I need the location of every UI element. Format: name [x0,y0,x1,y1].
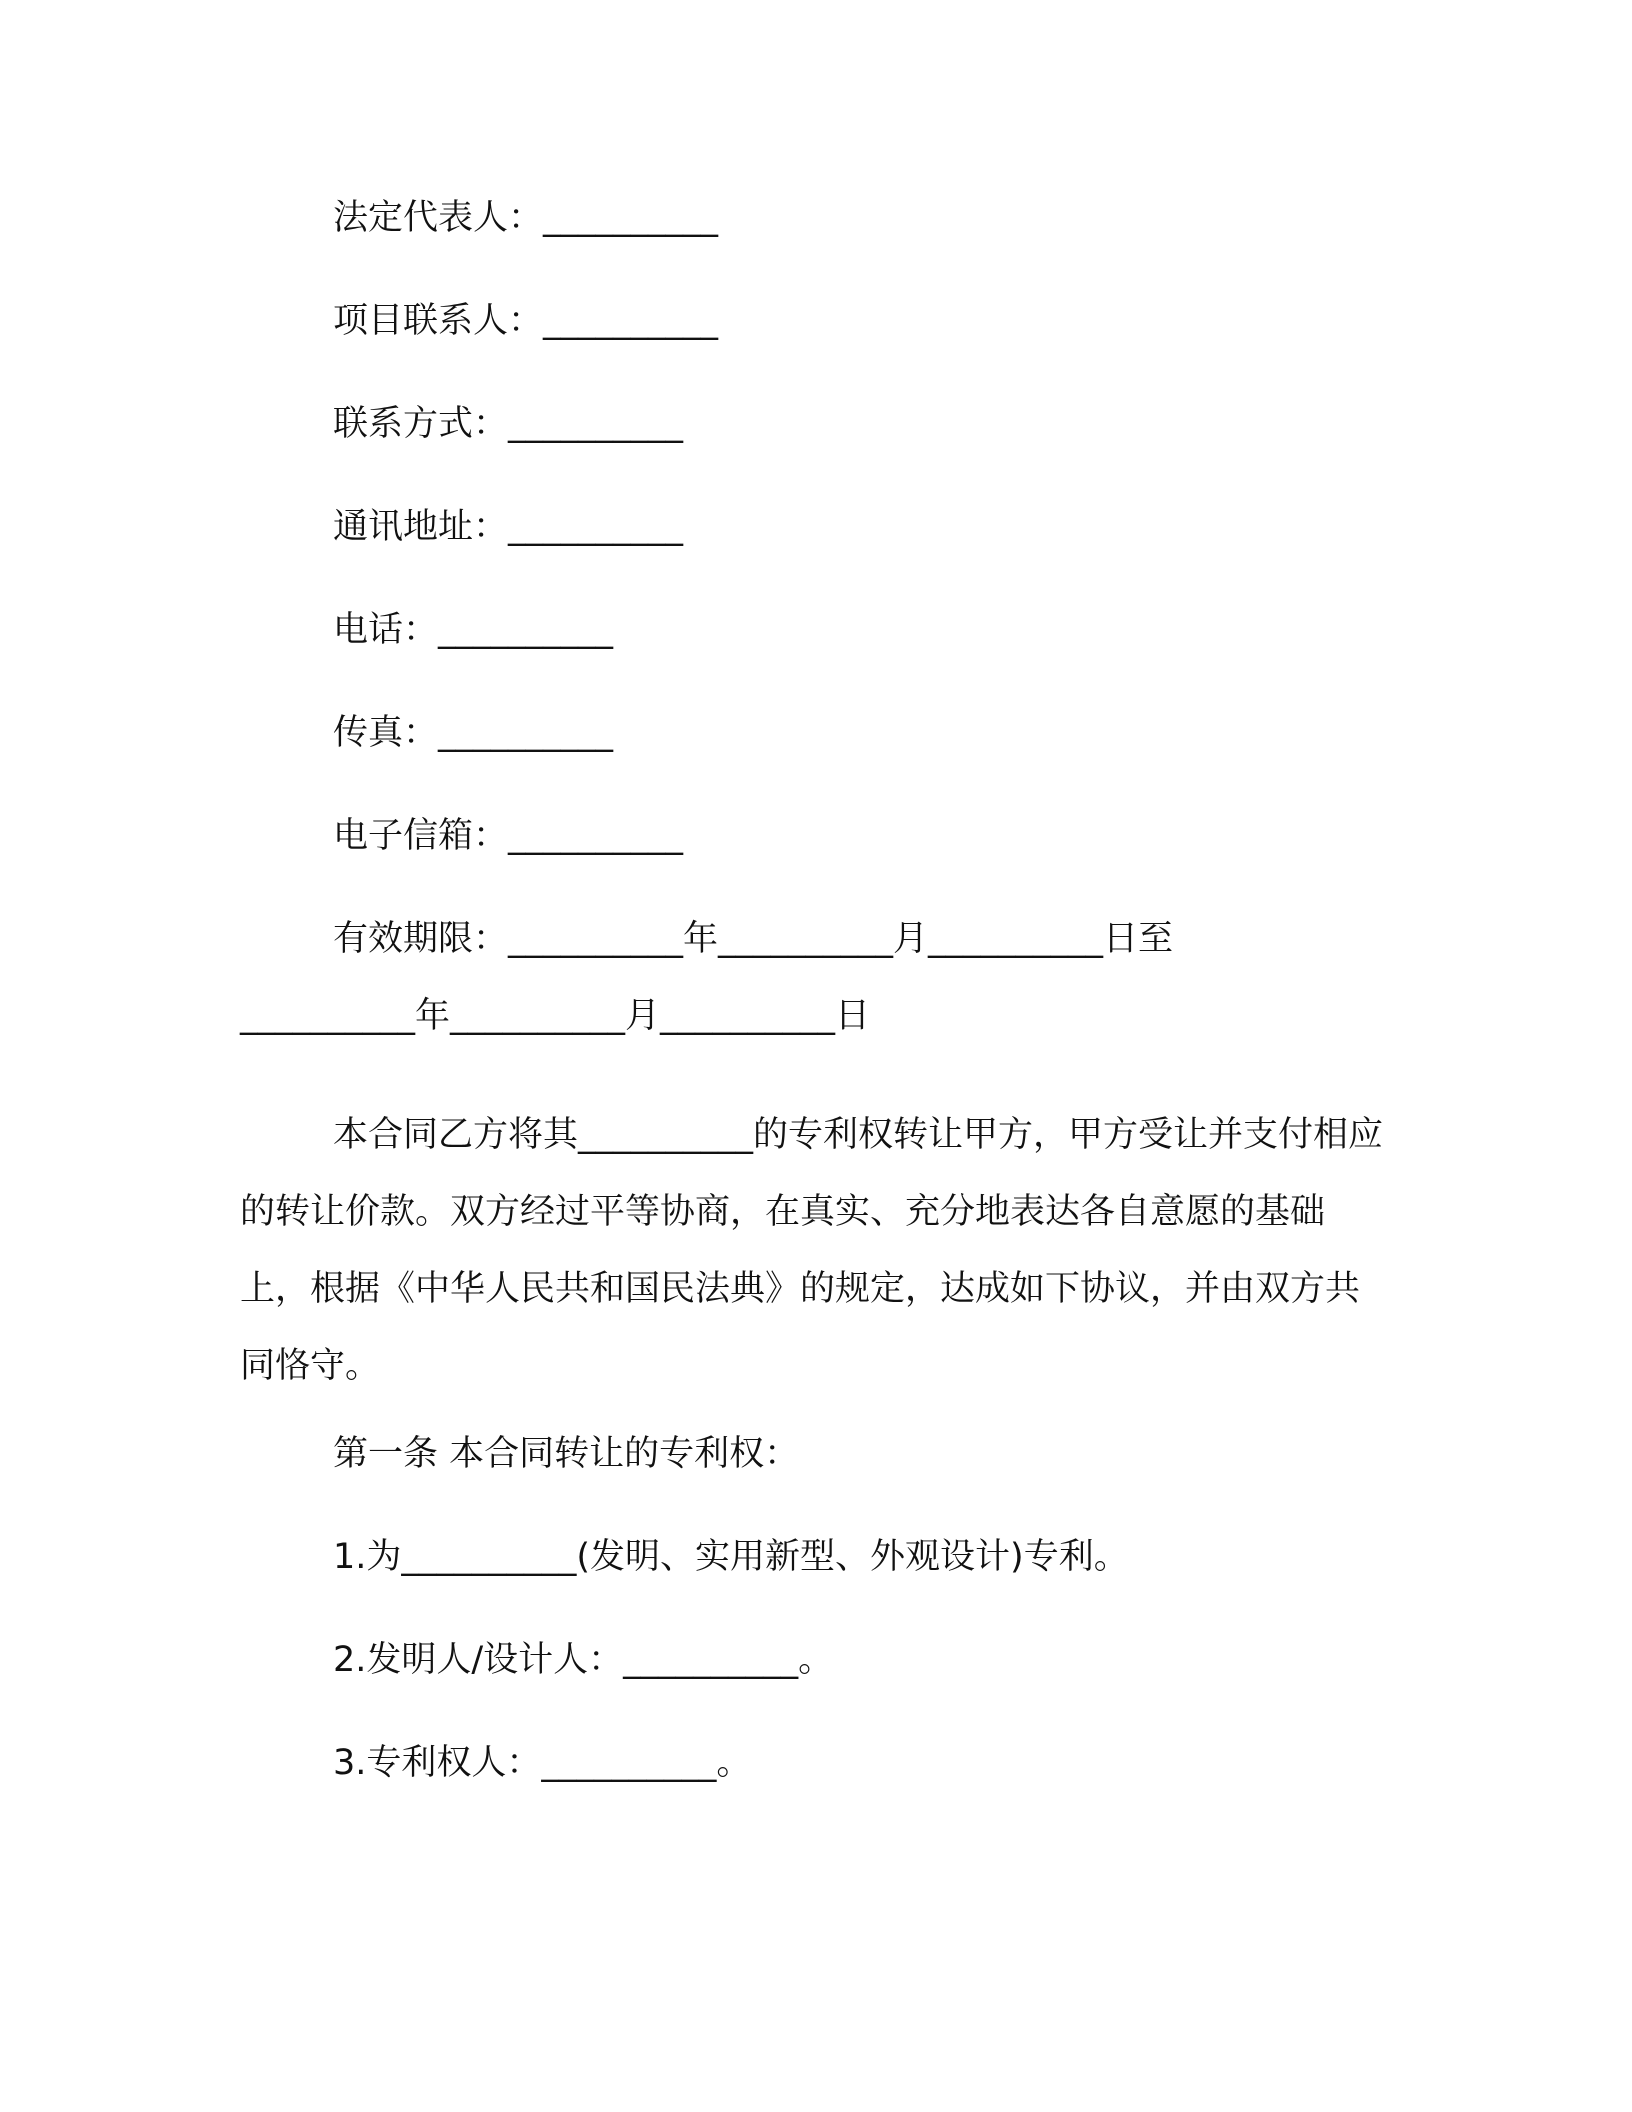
email-field: 电子信箱：__________ [333,816,684,856]
intro-paragraph: 本合同乙方将其__________的专利权转让甲方，甲方受让并支付相应的转让价款。双方经过平等协商，在真实、充分地表达各自意愿的基础上，根据《中华人民共和国民法典》的规定，达成如下协议，并由双方共同恪守。 [240,1115,1384,1386]
article-1-item-2: 2.发明人/设计人：__________。 [333,1640,834,1680]
article-1-item-3: 3.专利权人：__________。 [333,1743,752,1783]
contact-method-field: 联系方式：__________ [333,404,684,444]
project-contact-field: 项目联系人：__________ [333,301,719,341]
legal-representative-field: 法定代表人：__________ [333,198,719,238]
mailing-address-field: 通讯地址：__________ [333,507,684,547]
article-1-item-1: 1.为__________(发明、实用新型、外观设计)专利。 [333,1537,1129,1577]
article-1-heading: 第一条 本合同转让的专利权： [333,1434,800,1474]
validity-period-end: __________年__________月__________日 [240,996,871,1036]
fax-field: 传真：__________ [333,713,614,753]
phone-field: 电话：__________ [333,610,614,650]
validity-period-start: 有效期限：__________年__________月__________日至 [333,919,1174,959]
